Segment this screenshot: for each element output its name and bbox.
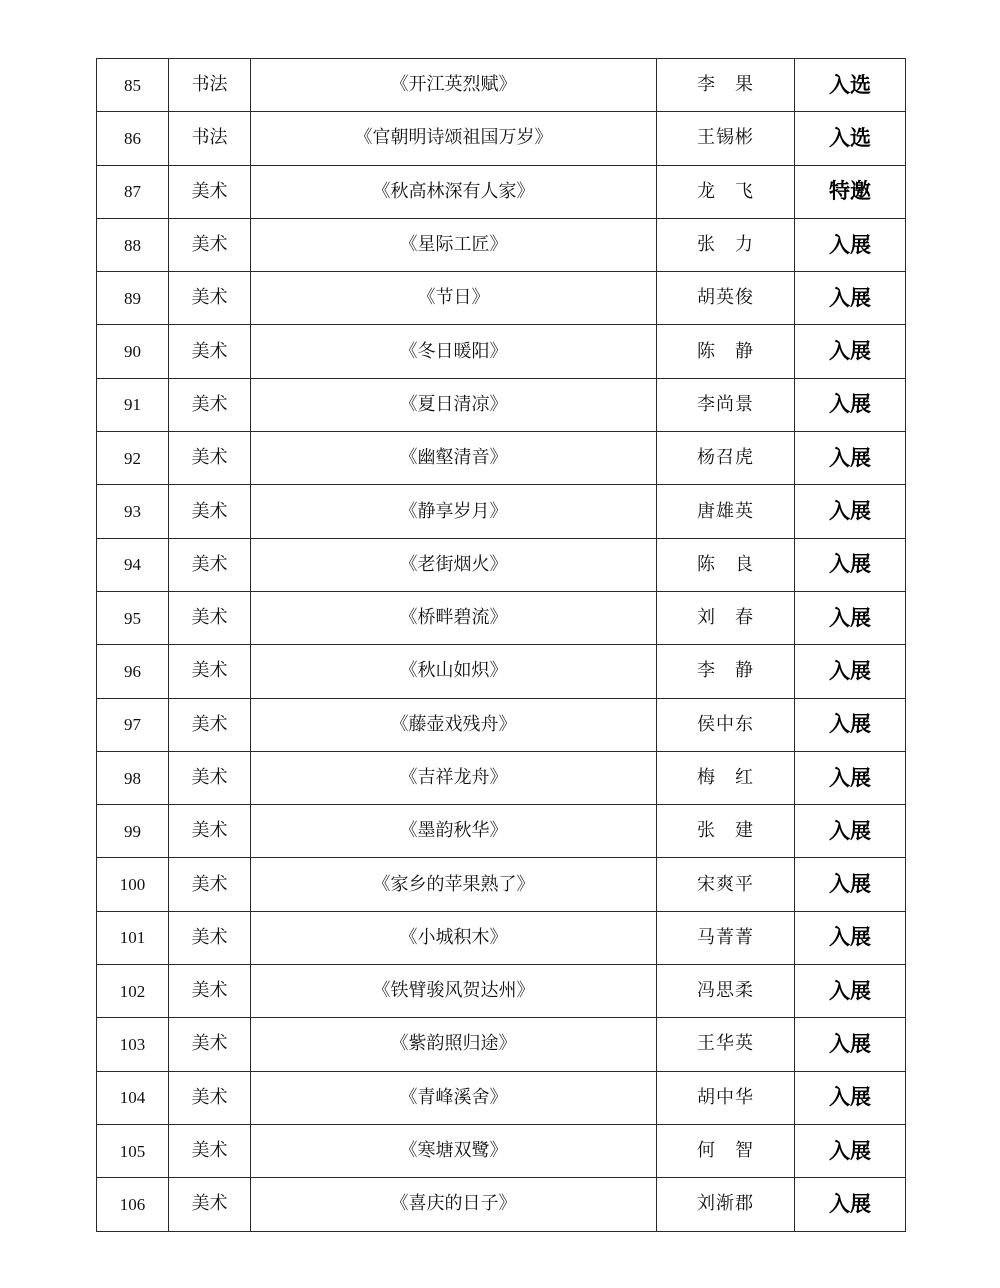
- entry-number-cell: 91: [97, 378, 169, 431]
- table-body: [97, 59, 906, 1232]
- author-cell: 陈 良: [657, 538, 795, 591]
- work-title-cell: 《寒塘双鹭》: [251, 1124, 657, 1177]
- work-title-cell: 《青峰溪舍》: [251, 1071, 657, 1124]
- entry-number-cell: 98: [97, 751, 169, 804]
- table-row: [97, 112, 906, 165]
- entry-number-cell: 93: [97, 485, 169, 538]
- category-cell: 美术: [169, 805, 251, 858]
- table-row: [97, 325, 906, 378]
- author-cell: 胡英俊: [657, 272, 795, 325]
- result-cell: 入展: [795, 272, 906, 325]
- entry-number-cell: 96: [97, 645, 169, 698]
- work-title-cell: 《官朝明诗颂祖国万岁》: [251, 112, 657, 165]
- table-row: [97, 165, 906, 218]
- result-cell: 入展: [795, 911, 906, 964]
- author-cell: 李尚景: [657, 378, 795, 431]
- work-title-cell: 《藤壶戏残舟》: [251, 698, 657, 751]
- table-row: [97, 432, 906, 485]
- category-cell: 美术: [169, 378, 251, 431]
- entry-number-cell: 86: [97, 112, 169, 165]
- entry-number-cell: 104: [97, 1071, 169, 1124]
- category-cell: 书法: [169, 59, 251, 112]
- entry-number-cell: 90: [97, 325, 169, 378]
- work-title-cell: 《老街烟火》: [251, 538, 657, 591]
- category-cell: 美术: [169, 485, 251, 538]
- entry-number-cell: 87: [97, 165, 169, 218]
- work-title-cell: 《桥畔碧流》: [251, 591, 657, 644]
- result-cell: 入展: [795, 805, 906, 858]
- author-cell: 李 静: [657, 645, 795, 698]
- author-cell: 刘 春: [657, 591, 795, 644]
- author-cell: 杨召虎: [657, 432, 795, 485]
- table-row: [97, 485, 906, 538]
- table-row: [97, 1124, 906, 1177]
- category-cell: 美术: [169, 1178, 251, 1231]
- author-cell: 何 智: [657, 1124, 795, 1177]
- author-cell: 冯思柔: [657, 965, 795, 1018]
- entry-number-cell: 105: [97, 1124, 169, 1177]
- result-cell: 入展: [795, 1018, 906, 1071]
- work-title-cell: 《星际工匠》: [251, 218, 657, 271]
- author-cell: 李 果: [657, 59, 795, 112]
- work-title-cell: 《家乡的苹果熟了》: [251, 858, 657, 911]
- entry-number-cell: 101: [97, 911, 169, 964]
- entry-number-cell: 103: [97, 1018, 169, 1071]
- author-cell: 龙 飞: [657, 165, 795, 218]
- work-title-cell: 《吉祥龙舟》: [251, 751, 657, 804]
- work-title-cell: 《小城积木》: [251, 911, 657, 964]
- work-title-cell: 《冬日暖阳》: [251, 325, 657, 378]
- category-cell: 美术: [169, 1071, 251, 1124]
- category-cell: 美术: [169, 911, 251, 964]
- result-cell: 入展: [795, 325, 906, 378]
- result-cell: 入选: [795, 112, 906, 165]
- entry-number-cell: 94: [97, 538, 169, 591]
- author-cell: 王华英: [657, 1018, 795, 1071]
- category-cell: 美术: [169, 698, 251, 751]
- table-row: [97, 1018, 906, 1071]
- category-cell: 美术: [169, 218, 251, 271]
- table-row: [97, 751, 906, 804]
- result-cell: 入展: [795, 698, 906, 751]
- result-cell: 入展: [795, 645, 906, 698]
- work-title-cell: 《节日》: [251, 272, 657, 325]
- category-cell: 书法: [169, 112, 251, 165]
- result-cell: 入展: [795, 1124, 906, 1177]
- entry-number-cell: 88: [97, 218, 169, 271]
- result-cell: 入展: [795, 378, 906, 431]
- result-cell: 入展: [795, 591, 906, 644]
- result-cell: 入展: [795, 858, 906, 911]
- result-cell: 入展: [795, 538, 906, 591]
- table-row: [97, 378, 906, 431]
- result-cell: 入展: [795, 965, 906, 1018]
- category-cell: 美术: [169, 751, 251, 804]
- entry-number-cell: 102: [97, 965, 169, 1018]
- table-row: [97, 1178, 906, 1231]
- category-cell: 美术: [169, 591, 251, 644]
- result-cell: 入展: [795, 1178, 906, 1231]
- work-title-cell: 《秋高林深有人家》: [251, 165, 657, 218]
- table-row: [97, 911, 906, 964]
- result-cell: 入展: [795, 485, 906, 538]
- result-cell: 入展: [795, 432, 906, 485]
- result-cell: 入选: [795, 59, 906, 112]
- author-cell: 陈 静: [657, 325, 795, 378]
- author-cell: 刘渐郡: [657, 1178, 795, 1231]
- entry-number-cell: 92: [97, 432, 169, 485]
- author-cell: 唐雄英: [657, 485, 795, 538]
- work-title-cell: 《喜庆的日子》: [251, 1178, 657, 1231]
- work-title-cell: 《秋山如炽》: [251, 645, 657, 698]
- author-cell: 宋爽平: [657, 858, 795, 911]
- author-cell: 梅 红: [657, 751, 795, 804]
- entry-number-cell: 85: [97, 59, 169, 112]
- table-row: [97, 538, 906, 591]
- entry-number-cell: 89: [97, 272, 169, 325]
- category-cell: 美术: [169, 1018, 251, 1071]
- author-cell: 侯中东: [657, 698, 795, 751]
- category-cell: 美术: [169, 645, 251, 698]
- result-cell: 入展: [795, 1071, 906, 1124]
- work-title-cell: 《夏日清凉》: [251, 378, 657, 431]
- table-row: [97, 698, 906, 751]
- table-row: [97, 965, 906, 1018]
- table-row: [97, 59, 906, 112]
- entry-number-cell: 95: [97, 591, 169, 644]
- work-title-cell: 《紫韵照归途》: [251, 1018, 657, 1071]
- table-row: [97, 591, 906, 644]
- work-title-cell: 《铁臂骏风贺达州》: [251, 965, 657, 1018]
- category-cell: 美术: [169, 432, 251, 485]
- results-table: [96, 58, 906, 1232]
- category-cell: 美术: [169, 965, 251, 1018]
- table-row: [97, 858, 906, 911]
- work-title-cell: 《墨韵秋华》: [251, 805, 657, 858]
- category-cell: 美术: [169, 1124, 251, 1177]
- author-cell: 张 力: [657, 218, 795, 271]
- table-row: [97, 218, 906, 271]
- entry-number-cell: 97: [97, 698, 169, 751]
- entry-number-cell: 99: [97, 805, 169, 858]
- category-cell: 美术: [169, 165, 251, 218]
- author-cell: 王锡彬: [657, 112, 795, 165]
- result-cell: 入展: [795, 751, 906, 804]
- author-cell: 马菁菁: [657, 911, 795, 964]
- work-title-cell: 《开江英烈赋》: [251, 59, 657, 112]
- category-cell: 美术: [169, 858, 251, 911]
- work-title-cell: 《幽壑清音》: [251, 432, 657, 485]
- table-row: [97, 1071, 906, 1124]
- result-cell: 特邀: [795, 165, 906, 218]
- category-cell: 美术: [169, 325, 251, 378]
- work-title-cell: 《静享岁月》: [251, 485, 657, 538]
- entry-number-cell: 106: [97, 1178, 169, 1231]
- author-cell: 张 建: [657, 805, 795, 858]
- table-row: [97, 272, 906, 325]
- author-cell: 胡中华: [657, 1071, 795, 1124]
- entry-number-cell: 100: [97, 858, 169, 911]
- result-cell: 入展: [795, 218, 906, 271]
- table-row: [97, 645, 906, 698]
- category-cell: 美术: [169, 538, 251, 591]
- table-row: [97, 805, 906, 858]
- category-cell: 美术: [169, 272, 251, 325]
